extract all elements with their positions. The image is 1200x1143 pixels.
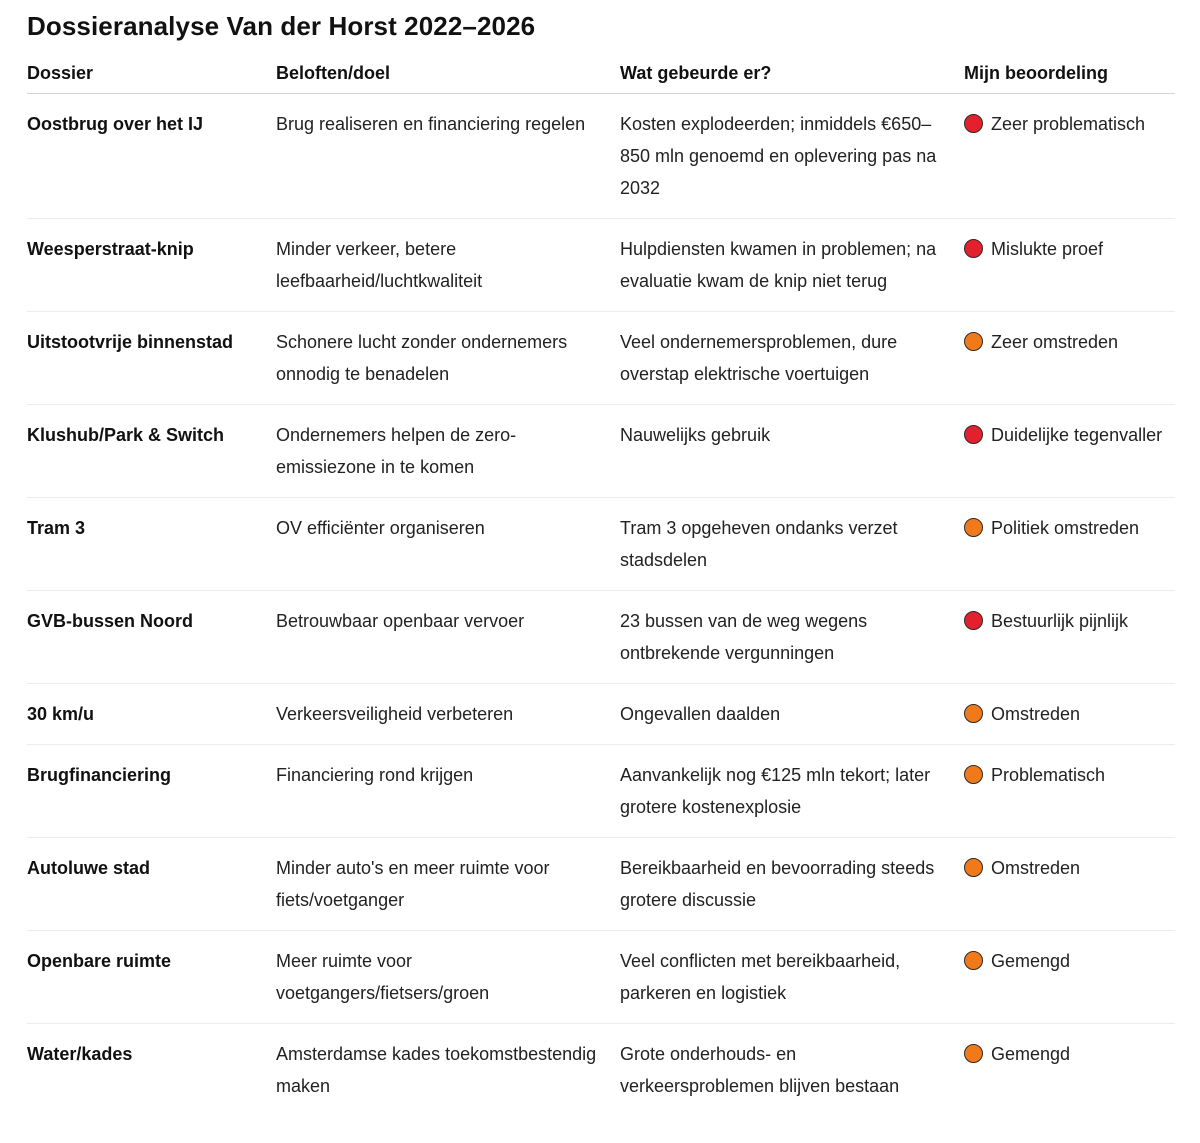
orange-circle-icon (964, 765, 983, 784)
rating-label: Politiek omstreden (991, 518, 1140, 538)
dossier-table (27, 54, 1175, 1116)
red-circle-icon (964, 114, 983, 133)
goal-cell: Financiering rond krijgen (276, 745, 620, 838)
table-row (27, 94, 1175, 219)
rating-label: Mislukte proef (991, 239, 1104, 259)
red-circle-icon (964, 239, 983, 258)
outcome-cell: Hulpdiensten kwamen in problemen; na evaluatie kwam de knip niet terug (620, 219, 964, 312)
column-header-rating: Mijn beoordeling (964, 54, 1175, 94)
table-row (27, 312, 1175, 405)
orange-circle-icon (964, 704, 983, 723)
orange-circle-icon (964, 332, 983, 351)
column-header-outcome: Wat gebeurde er? (620, 54, 964, 94)
rating-label: Zeer omstreden (991, 332, 1119, 352)
rating-label: Gemengd (991, 1044, 1071, 1064)
red-circle-icon (964, 611, 983, 630)
table-row (27, 1024, 1175, 1117)
table-header-row (27, 54, 1175, 94)
outcome-cell: Ongevallen daalden (620, 684, 964, 745)
rating-cell (964, 219, 1175, 312)
dossier-cell: Klushub/Park & Switch (27, 405, 276, 498)
dossier-cell: Brugfinanciering (27, 745, 276, 838)
orange-circle-icon (964, 858, 983, 877)
rating-label: Problematisch (991, 765, 1106, 785)
goal-cell: Meer ruimte voor voetgangers/fietsers/groen (276, 931, 620, 1024)
outcome-cell: Nauwelijks gebruik (620, 405, 964, 498)
orange-circle-icon (964, 951, 983, 970)
table-row (27, 745, 1175, 838)
goal-cell: Amsterdamse kades toekomstbestendig maken (276, 1044, 597, 1096)
orange-circle-icon (964, 518, 983, 537)
rating-cell (964, 498, 1175, 591)
dossier-cell: Water/kades (27, 1044, 133, 1064)
rating-cell (964, 591, 1175, 684)
rating-cell (964, 745, 1175, 838)
rating-cell (964, 405, 1175, 498)
outcome-cell: 23 bussen van de weg wegens ontbrekende vergunningen (620, 591, 964, 684)
dossier-cell: Weesperstraat-knip (27, 219, 276, 312)
outcome-cell: Veel ondernemersproblemen, dure overstap elektrische voertuigen (620, 312, 964, 405)
red-circle-icon (964, 425, 983, 444)
rating-label: Gemengd (991, 951, 1071, 971)
dossier-cell: Tram 3 (27, 498, 276, 591)
column-header-dossier: Dossier (27, 54, 276, 94)
orange-circle-icon (964, 1044, 983, 1063)
rating-cell (964, 312, 1175, 405)
goal-cell: Minder verkeer, betere leefbaarheid/luchtkwaliteit (276, 219, 620, 312)
rating-label: Zeer problematisch (991, 114, 1146, 134)
dossier-cell: Openbare ruimte (27, 931, 276, 1024)
rating-cell (964, 94, 1175, 219)
rating-label: Omstreden (991, 704, 1081, 724)
outcome-cell: Tram 3 opgeheven ondanks verzet stadsdelen (620, 498, 964, 591)
goal-cell: Minder auto's en meer ruimte voor fiets/voetganger (276, 838, 620, 931)
outcome-cell: Kosten explodeerden; inmiddels €650–850 mln genoemd en oplevering pas na 2032 (620, 94, 964, 219)
outcome-cell: Grote onderhouds- en verkeersproblemen blijven bestaan (620, 1044, 900, 1096)
rating-label: Omstreden (991, 858, 1081, 878)
rating-cell (964, 931, 1175, 1024)
table-row (27, 219, 1175, 312)
rating-cell (964, 1024, 1175, 1117)
outcome-cell: Veel conflicten met bereikbaarheid, parkeren en logistiek (620, 931, 964, 1024)
table-row (27, 684, 1175, 745)
goal-cell: OV efficiënter organiseren (276, 498, 620, 591)
outcome-cell: Bereikbaarheid en bevoorrading steeds grotere discussie (620, 838, 964, 931)
outcome-cell: Aanvankelijk nog €125 mln tekort; later grotere kostenexplosie (620, 745, 964, 838)
goal-cell: Verkeersveiligheid verbeteren (276, 684, 620, 745)
table-row (27, 591, 1175, 684)
page-title: Dossieranalyse Van der Horst 2022–2026 (27, 11, 536, 41)
rating-cell (964, 838, 1175, 931)
goal-cell: Brug realiseren en financiering regelen (276, 94, 620, 219)
table-row (27, 931, 1175, 1024)
goal-cell: Betrouwbaar openbaar vervoer (276, 591, 620, 684)
goal-cell: Schonere lucht zonder ondernemers onnodig te benadelen (276, 312, 620, 405)
rating-cell (964, 684, 1175, 745)
dossier-cell: GVB-bussen Noord (27, 591, 276, 684)
table-row (27, 405, 1175, 498)
dossier-cell: 30 km/u (27, 684, 276, 745)
dossier-cell: Uitstootvrije binnenstad (27, 312, 276, 405)
table-row (27, 498, 1175, 591)
rating-label: Duidelijke tegenvaller (991, 425, 1163, 445)
dossier-cell: Oostbrug over het IJ (27, 94, 276, 219)
dossier-cell: Autoluwe stad (27, 838, 276, 931)
table-row (27, 838, 1175, 931)
column-header-goal: Beloften/doel (276, 54, 620, 94)
rating-label: Bestuurlijk pijnlijk (991, 611, 1129, 631)
goal-cell: Ondernemers helpen de zero-emissiezone in te komen (276, 405, 620, 498)
